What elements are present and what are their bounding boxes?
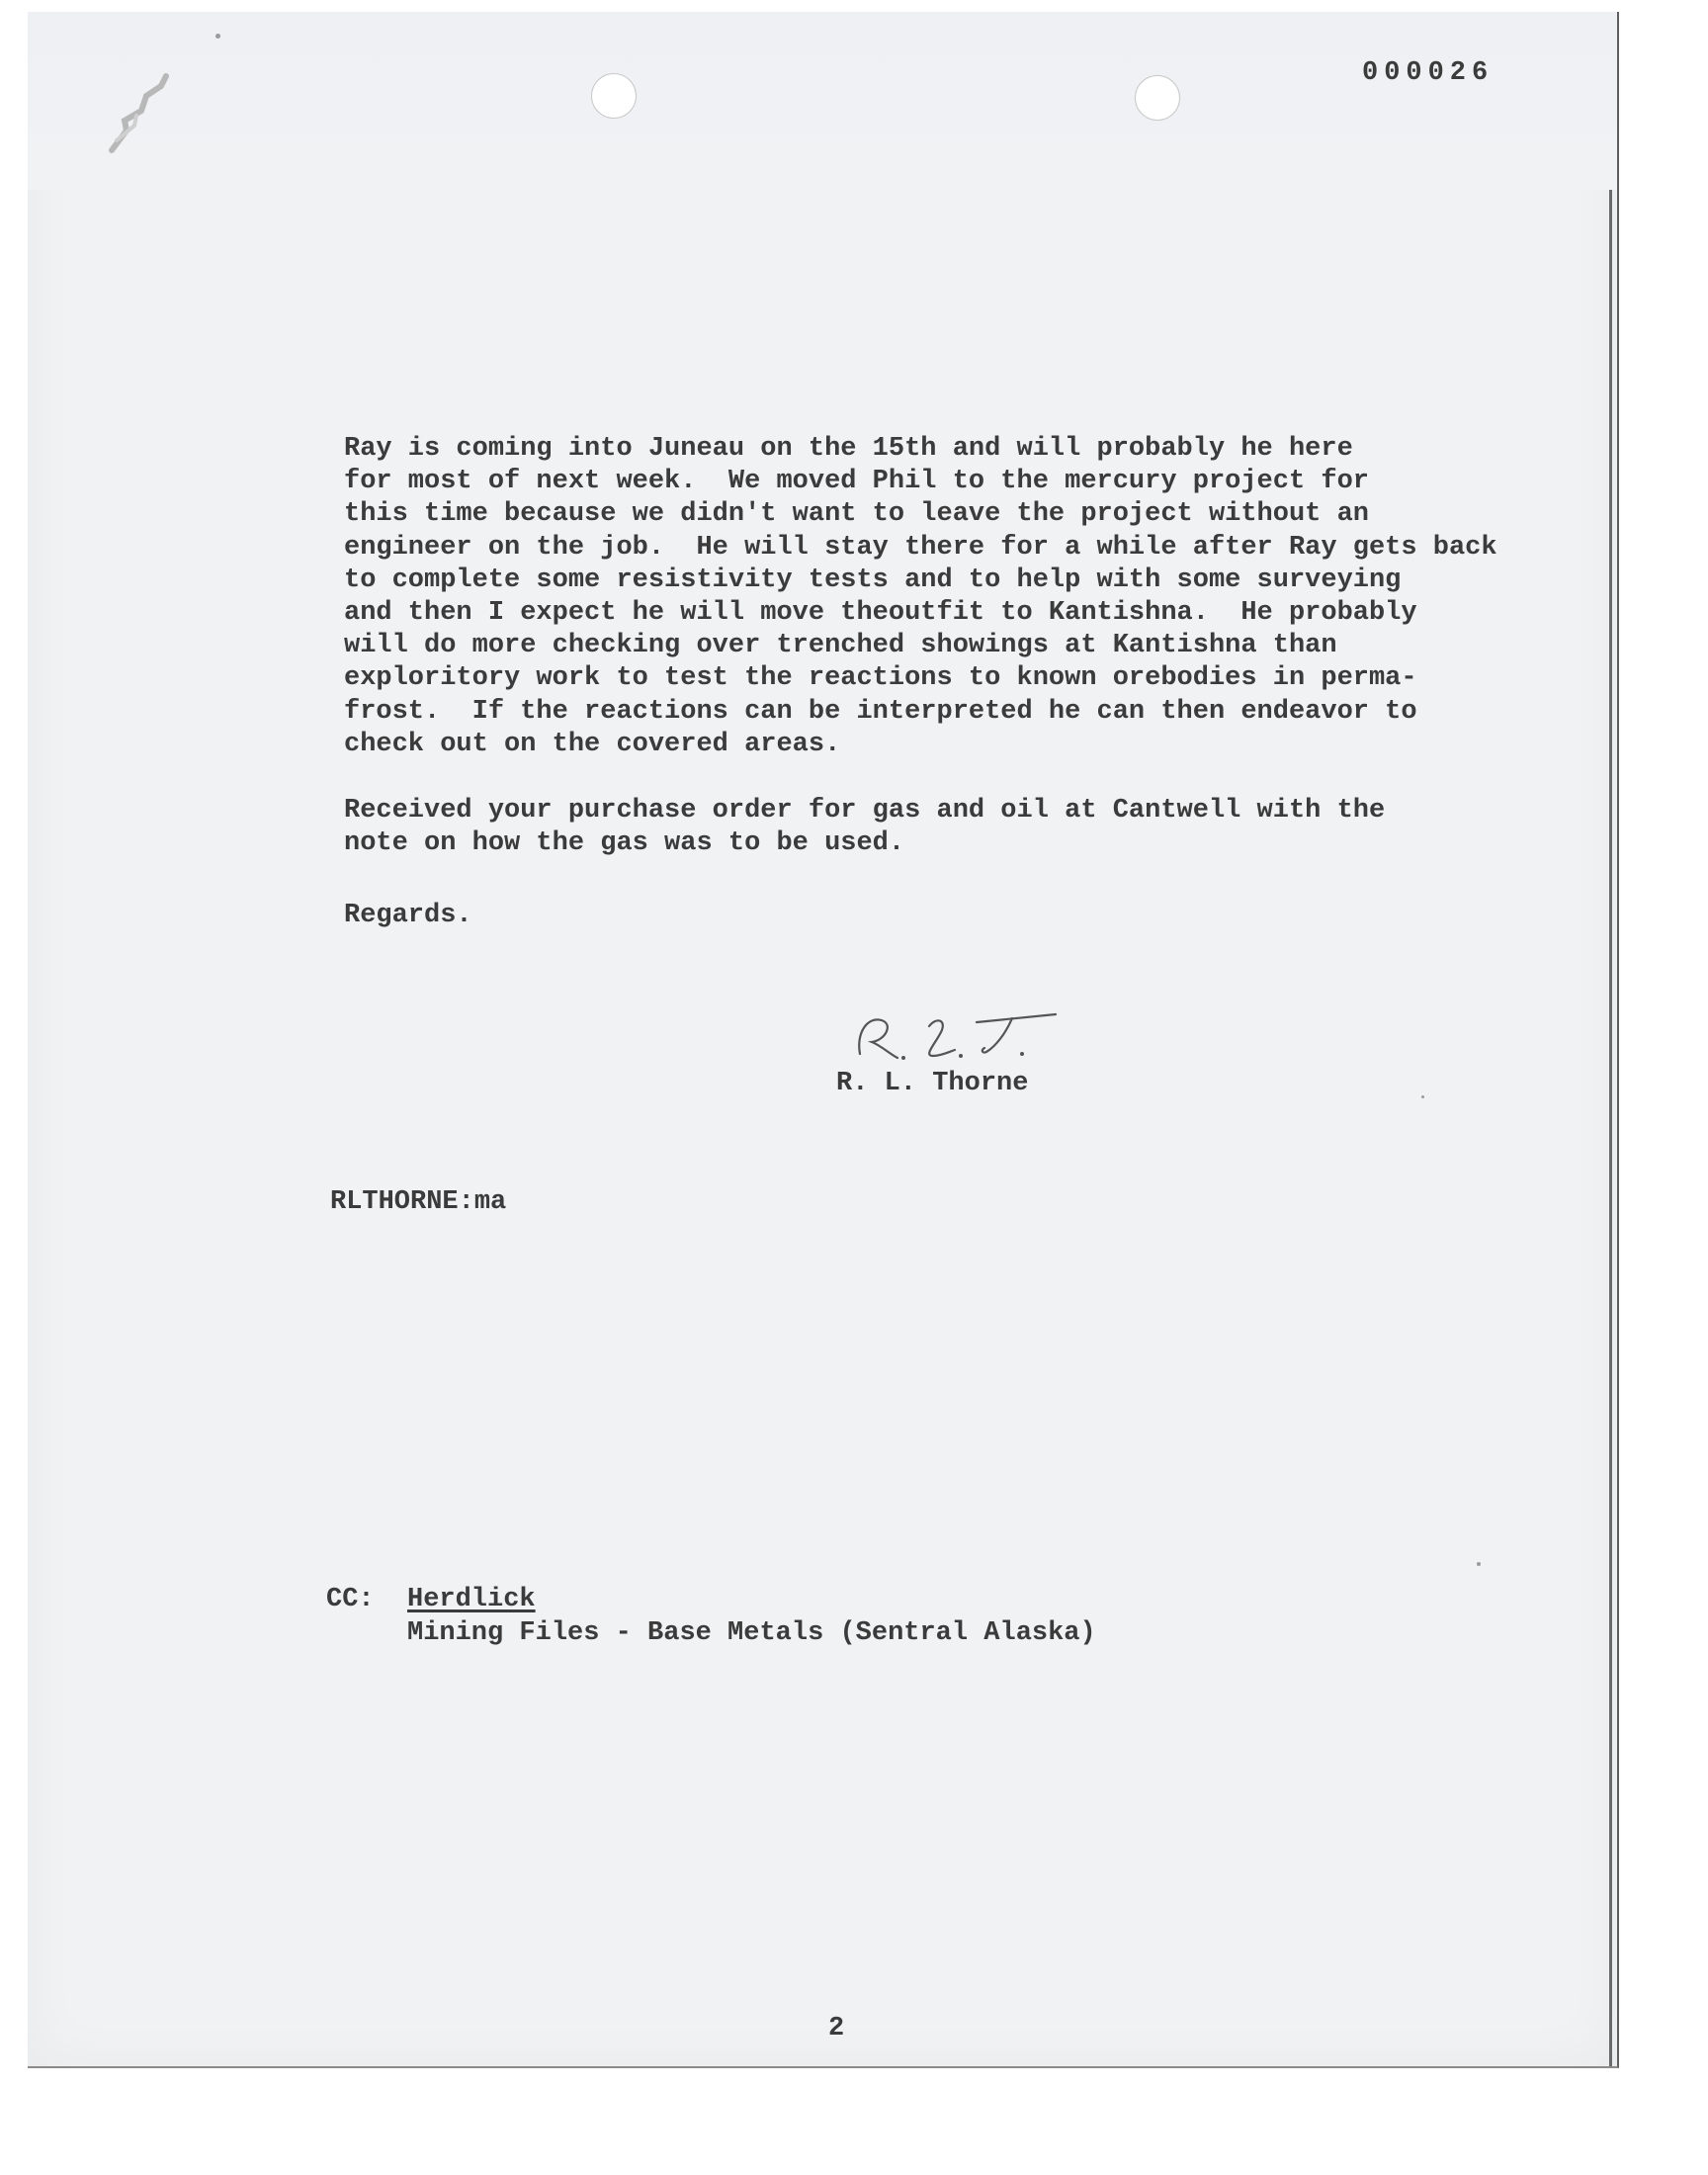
- cc-label: CC:: [326, 1585, 375, 1614]
- document-page: [28, 12, 1619, 2068]
- cc-recipient-2: Mining Files - Base Metals (Sentral Alaska): [407, 1618, 1096, 1648]
- torn-corner-mark: [107, 71, 196, 160]
- page-edge-shadow: [1609, 190, 1612, 2066]
- paper-speck: [1477, 1562, 1481, 1566]
- punch-hole-left: [591, 73, 637, 119]
- body-paragraph-2: Received your purchase order for gas and oil at Cantwell with the note on how the gas was to be used.: [344, 796, 1386, 859]
- handwritten-initials-signature: [838, 1002, 1085, 1066]
- page-header-band: [28, 12, 1617, 190]
- closing-salutation: Regards.: [344, 901, 472, 930]
- signer-name: R. L. Thorne: [836, 1069, 1029, 1098]
- reference-initials: RLTHORNE:ma: [330, 1187, 507, 1217]
- punch-hole-right: [1135, 75, 1180, 121]
- paper-speck: [1421, 1095, 1424, 1098]
- cc-recipient-1: Herdlick: [407, 1585, 536, 1614]
- body-paragraph-1: Ray is coming into Juneau on the 15th and will probably he here for most of next week. We moved Phil to the mercury project for this time because we didn't want to leave the project without an engineer on the job. He will stay there for a while after Ray gets back to complete some resistivity tests and to help with some surveying and then I expect he will move theoutfit to Kantishna. He probably will do more checking over trenched showings at Kantishna than exploritory work to test the reactions to known orebodies in perma- frost. If the reactions can be interpreted he can then endeavor to check out on the covered areas.: [344, 434, 1497, 759]
- document-number: 000026: [1362, 58, 1494, 88]
- paper-speck: [215, 34, 220, 39]
- page-number: 2: [828, 2014, 845, 2044]
